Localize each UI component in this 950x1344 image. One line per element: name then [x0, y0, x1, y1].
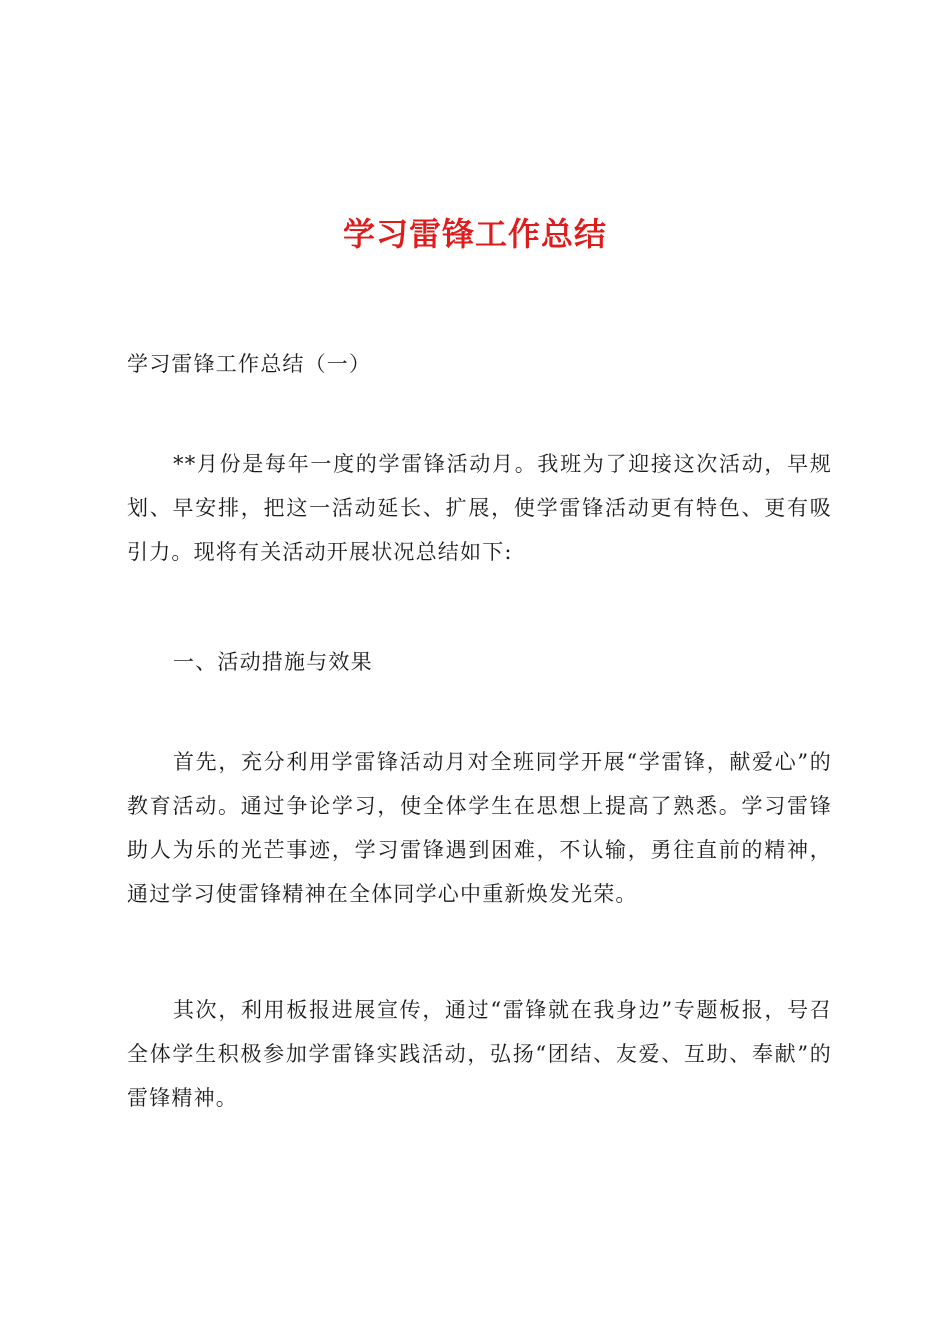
section-heading: 一、活动措施与效果 — [173, 650, 373, 674]
paragraph-first: 首先，充分利用学雷锋活动月对全班同学开展“学雷锋，献爱心”的教育活动。通过争论学习，使全体学生在思想上提高了熟悉。学习雷锋助人为乐的光芒事迹，学习雷锋遇到困难，不认输，勇往直前的精神，通过学习使雷锋精神在全体同学心中重新焕发光荣。 — [127, 750, 832, 906]
section-subtitle: 学习雷锋工作总结（一） — [127, 352, 372, 376]
document-title: 学习雷锋工作总结 — [342, 215, 607, 253]
paragraph-second: 其次，利用板报进展宣传，通过“雷锋就在我身边”专题板报，号召全体学生积极参加学雷锋实践活动，弘扬“团结、友爱、互助、奉献”的雷锋精神。 — [127, 998, 832, 1110]
paragraph-intro: **月份是每年一度的学雷锋活动月。我班为了迎接这次活动，早规划、早安排，把这一活动延长、扩展，使学雷锋活动更有特色、更有吸引力。现将有关活动开展状况总结如下: — [127, 452, 832, 564]
